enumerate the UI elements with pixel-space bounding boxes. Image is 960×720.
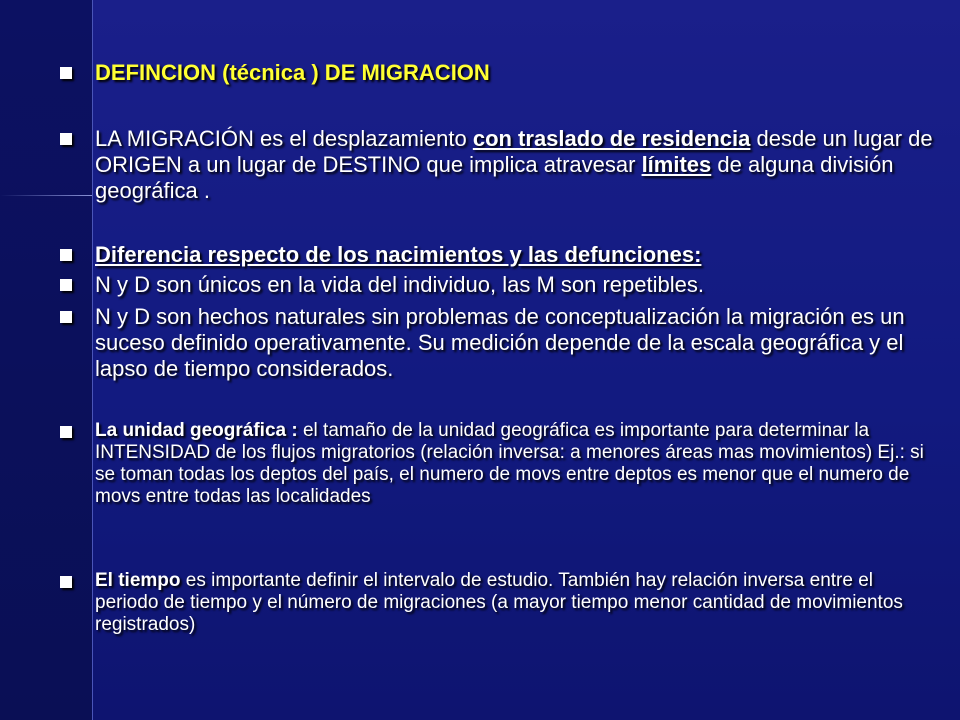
- naturales-text: N y D son hechos naturales sin problemas de conceptualización la migración es un suceso definido operativamente. Su medición depende de la escala geográfica y el lapso de tiempo considerados.: [95, 304, 905, 381]
- definition-text-1: LA MIGRACIÓN es el desplazamiento: [95, 126, 473, 151]
- tiempo-text: es importante definir el intervalo de estudio. También hay relación inversa entre el periodo de tiempo y el número de migraciones (a mayor tiempo menor cantidad de movimientos registrados): [95, 570, 903, 635]
- slide-title: DEFINCION (técnica ) DE MIGRACION: [95, 60, 490, 85]
- definition-emphasis-limites: límites: [641, 152, 712, 177]
- bullet-square-icon: [60, 576, 72, 588]
- unidad-bullet: [60, 420, 940, 508]
- bullet-square-icon: [60, 249, 72, 261]
- definition-emphasis-residencia: con traslado de residencia: [472, 126, 751, 151]
- naturales-bullet: [60, 304, 935, 382]
- bullet-square-icon: [60, 67, 72, 79]
- definition-text-3: de alguna división geográfica .: [95, 152, 894, 203]
- bullet-square-icon: [60, 279, 72, 291]
- diferencia-heading: Diferencia respecto de los nacimientos y las defunciones:: [95, 242, 702, 267]
- unicos-text: N y D son únicos en la vida del individuo, las M son repetibles.: [95, 272, 704, 297]
- bullet-square-icon: [60, 133, 72, 145]
- bullet-square-icon: [60, 311, 72, 323]
- unicos-bullet: [60, 272, 960, 298]
- definition-text-2: desde un lugar de ORIGEN a un lugar de DESTINO que implica atravesar: [95, 126, 933, 177]
- title-bullet: [60, 60, 960, 86]
- diferencia-bullet: [60, 242, 960, 268]
- bullet-square-icon: [60, 426, 72, 438]
- tiempo-bullet: [60, 570, 940, 636]
- definition-bullet: [60, 126, 945, 204]
- unidad-text: el tamaño de la unidad geográfica es importante para determinar la INTENSIDAD de los flujos migratorios (relación inversa: a menores áreas mas movimientos) Ej.: si se toman todas los deptos del país, el numero de movs entre deptos es menor que el numero de movs entre todas las localidades: [95, 420, 924, 507]
- tiempo-label: El tiempo: [95, 570, 181, 591]
- unidad-label: La unidad geográfica :: [95, 420, 298, 441]
